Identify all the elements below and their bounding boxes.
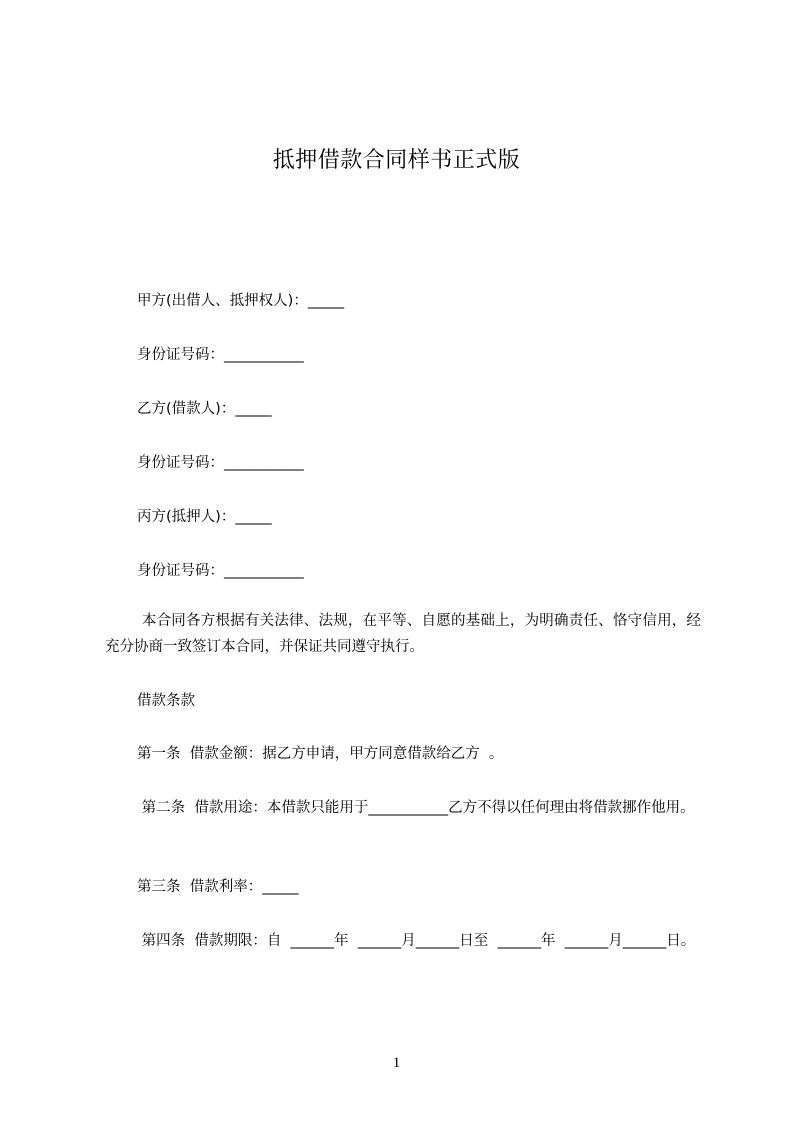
article-1: 第一条 借款金额：据乙方申请，甲方同意借款给乙方 。	[137, 746, 504, 762]
party-c-line: 丙方(抵押人)：_____	[137, 509, 272, 525]
document-title: 抵押借款合同样书正式版	[272, 148, 521, 173]
page-number: 1	[392, 1055, 401, 1071]
preamble-paragraph: 本合同各方根据有关法律、法规，在平等、自愿的基础上，为明确责任、恪守信用，经充分协商一致签订本合同，并保证共同遵守执行。	[105, 613, 702, 655]
article-4: 第四条 借款期限：自 ______年 ______月______日至 ______年 ______月______日。	[137, 933, 696, 949]
party-b-id-line: 身份证号码：___________	[137, 455, 304, 471]
section-heading-loan-terms: 借款条款	[137, 693, 195, 709]
article-2: 第二条 借款用途：本借款只能用于___________乙方不得以任何理由将借款挪作他用。	[137, 800, 695, 816]
party-a-line: 甲方(出借人、抵押权人)：_____	[137, 293, 345, 309]
party-b-line: 乙方(借款人)：_____	[137, 401, 272, 417]
article-3: 第三条 借款利率：_____	[137, 879, 299, 895]
party-a-id-line: 身份证号码：___________	[137, 347, 304, 363]
party-c-id-line: 身份证号码：___________	[137, 563, 304, 579]
